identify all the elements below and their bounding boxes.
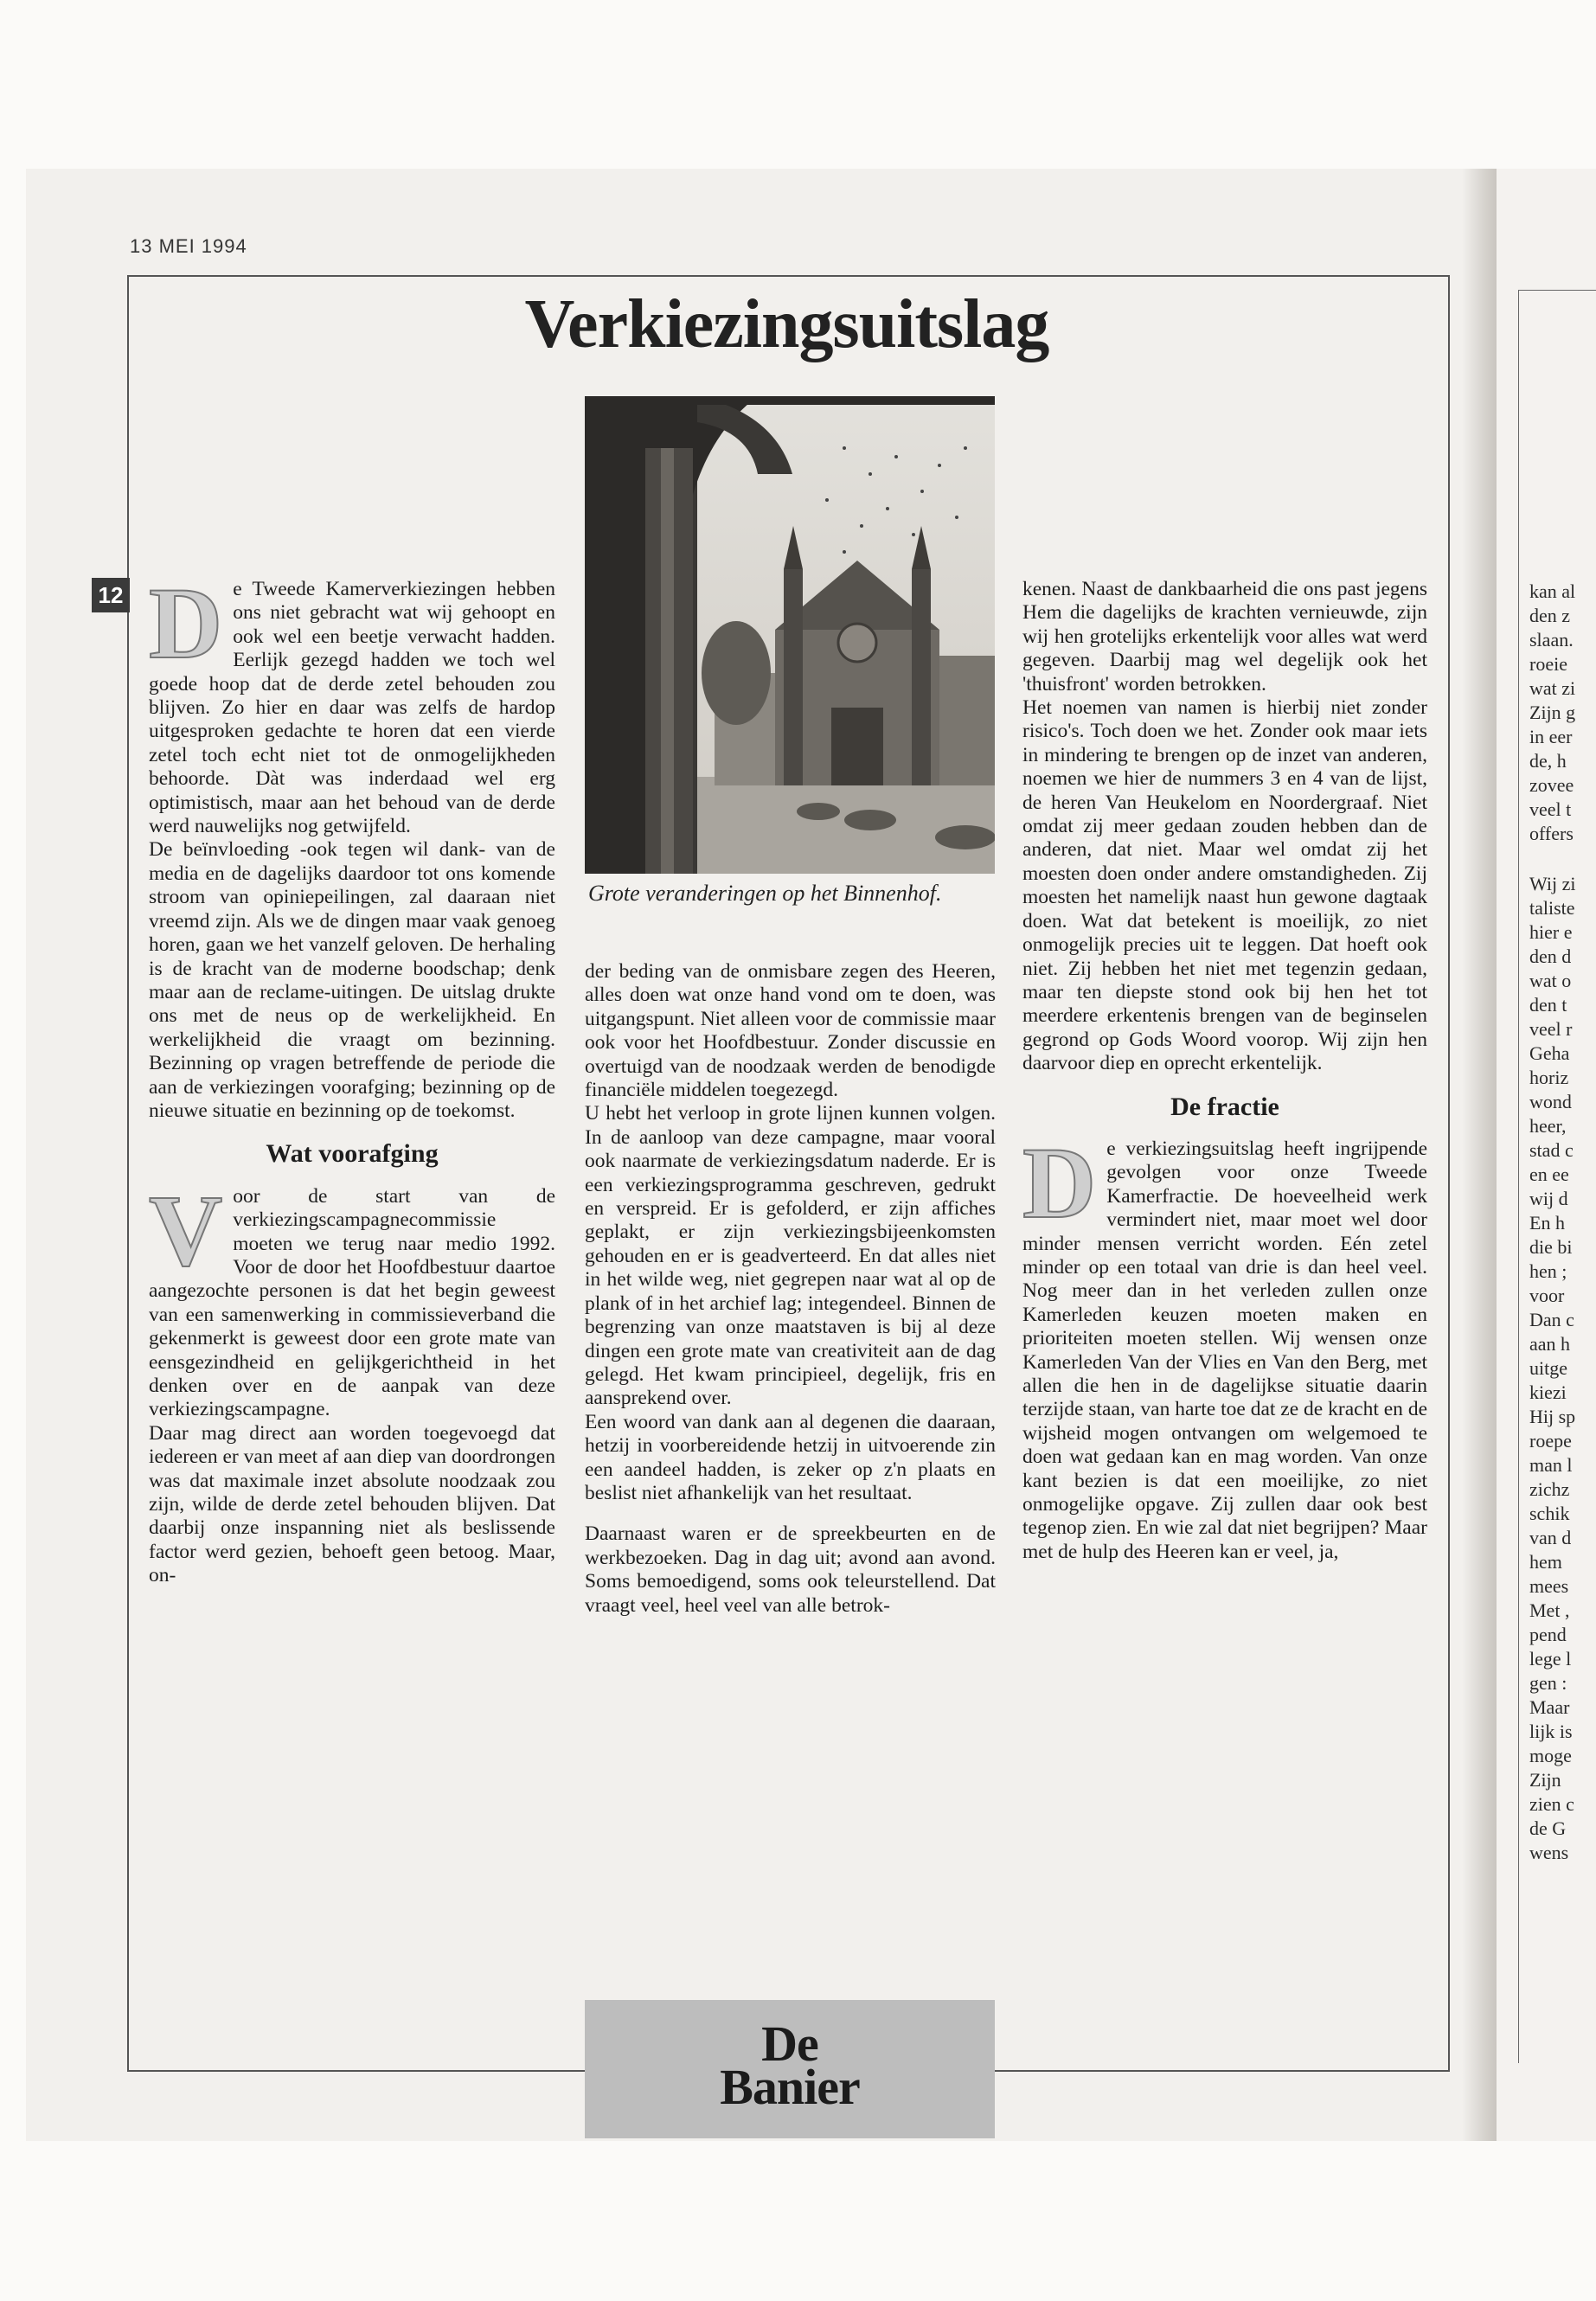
next-page-fragment: den t bbox=[1529, 994, 1567, 1016]
article-column-1 bbox=[149, 567, 555, 1588]
next-page-fragment: heer, bbox=[1529, 1115, 1567, 1137]
issue-date: 13 MEI 1994 bbox=[130, 235, 247, 257]
subheading-de-fractie: De fractie bbox=[1170, 1092, 1279, 1121]
next-page-fragment: zovee bbox=[1529, 774, 1574, 796]
article-headline: Verkiezingsuitslag bbox=[524, 286, 1049, 362]
next-page-fragment: Dan c bbox=[1529, 1309, 1574, 1330]
next-page-fragment: wens bbox=[1529, 1842, 1569, 1863]
logo-line-1: De bbox=[761, 2016, 818, 2072]
next-page-fragment: kiezi bbox=[1529, 1381, 1567, 1403]
intro-paragraph bbox=[149, 567, 555, 838]
next-page-fragment: Met , bbox=[1529, 1599, 1570, 1621]
next-page-fragment: schik bbox=[1529, 1503, 1570, 1524]
next-page-fragment: hen ; bbox=[1529, 1260, 1567, 1282]
article-column-2 bbox=[585, 960, 996, 1618]
next-page-fragment: Hij sp bbox=[1529, 1406, 1576, 1427]
paragraph-text: e verkiezingsuitslag heeft ingrijpende gevolgen voor onze Tweede Kamerfractie. De hoeveelheid werk vermindert niet, maar moet wel door minder mensen verricht worden. Eén zetel minder op een totaal van drie is dan heel veel. Nog meer dan in het verleden zullen onze Kamerleden keuzen moeten maken en prioriteiten moeten stellen. Wij wensen onze Kamerleden Van der Vlies en Van den Berg, met allen die hen in de dagelijkse situatie daarin terzijde staan, van harte toe dat ze de kracht en de wijsheid mogen ontvangen om welgemoed te doen wat gedaan kan en mag worden. Van onze kant bezien is dat een moeilijke, zo niet onmogelijke opgave. Zij zullen daar ook best tegenop zien. En wie zal dat niet begrijpen? Maar met de hulp des Heeren kan er veel, ja, bbox=[1022, 1137, 1427, 1563]
logo-text bbox=[585, 2016, 995, 2115]
next-page-fragment: lege l bbox=[1529, 1648, 1572, 1670]
next-page-fragment: kan al bbox=[1529, 580, 1576, 602]
next-page-fragment: wat o bbox=[1529, 970, 1572, 991]
next-page-fragment: hem bbox=[1529, 1551, 1562, 1573]
next-page-fragment: de, h bbox=[1529, 750, 1567, 772]
next-page-fragment: de G bbox=[1529, 1817, 1567, 1839]
dropcap-d: D bbox=[1022, 1125, 1097, 1240]
next-page-fragment: slaan. bbox=[1529, 629, 1574, 651]
paragraph-text: e Tweede Kamerverkiezingen hebben ons niet gebracht wat wij gehoopt en ook wel een beetje verwacht hadden. Eerlijk gezegd hadden we toch wel goede hoop dat de derde zetel behouden zou blijven. Zo hier en daar was zelfs de hardop uitgesproken gedachte te horen dat een vierde zetel toch echt niet tot de onmogelijkheden behoorde. Dàt was inderdaad wel erg optimistisch, maar aan het behoud van de derde werd nauwelijks nog getwijfeld. bbox=[149, 578, 555, 838]
next-page-fragment: den z bbox=[1529, 605, 1571, 626]
next-page-fragment: wat zi bbox=[1529, 677, 1576, 699]
article-column-3 bbox=[1022, 578, 1427, 1564]
next-page-fragment: voor bbox=[1529, 1285, 1565, 1306]
binnenhof-illustration bbox=[585, 396, 995, 874]
paragraph: U hebt het verloop in grote lijnen kunnen volgen. In de aanloop van deze campagne, maar vooral ook naarmate de verkiezingsdatum naderde. Er is een verkiezingsprogramma geschreven, gedrukt en verspreid. Er is gefolderd, er zijn affiches geplakt, er zijn verkiezingsbijeenkomsten gehouden en er is geadverteerd. En dat alles niet in het wilde weg, niet gegrepen naar wat al op de plank of in het archief lag; integendeel. Binnen de begrenzing van onze maatstaven is bij al deze dingen een grote mate van creativiteit aan de dag gelegd. Het kwam principieel, degelijk, fris en aansprekend over. bbox=[585, 1102, 996, 1410]
paragraph: Het noemen van namen is hierbij niet zonder risico's. Toch doen we het. Zonder ook maar iets in mindering te brengen op de inzet van anderen, noemen we hier de nummers 3 en 4 van de lijst, de heren Van Heukelom en Noordergraaf. Niet omdat zij meer gedaan zouden hebben dan de anderen, dat niet. Maar wel omdat zij het moesten doen onder andere omstandigheden. Zij moesten het namelijk naast hun gewone dagtaak doen. Wat dat betekent is moeilijk, zo niet onmogelijk precies uit te leggen. Dat hoeft ook niet. Zij hebben het niet met tegenzin gedaan, maar ten diepste stond ook bij hen het tot meerdere erkentenis brengen van de beginselen gegrond op Gods Woord voorop. Wij zijn hen daarvoor diep en oprecht erkentelijk. bbox=[1022, 696, 1427, 1075]
next-page-fragment: veel t bbox=[1529, 798, 1572, 820]
next-page-fragment: offers bbox=[1529, 823, 1574, 844]
next-page-border-top bbox=[1518, 290, 1596, 291]
next-page-fragment: roeie bbox=[1529, 653, 1567, 675]
paragraph: kenen. Naast de dankbaarheid die ons past jegens Hem die dagelijks de krachten vernieuwde, zijn wij hen grotelijks erkentelijk voor alles wat werd gegeven. Daarbij mag wel degelijk ook het 'thuisfront' worden betrokken. bbox=[1022, 578, 1427, 695]
next-page-fragment: Wij zi bbox=[1529, 873, 1576, 894]
next-page-fragment: stad c bbox=[1529, 1139, 1574, 1161]
paragraph-text: oor de start van de verkiezingscampagnecommissie moeten we terug naar medio 1992. Voor de door het Hoofdbestuur daartoe aangezochte personen is dat het begin geweest van een samenwerking in commissieverband die gekenmerkt is geweest door een grote mate van eensgezindheid en gelijkgerichtheid in het denken over en de aanpak van deze verkiezingscampagne. bbox=[149, 1184, 555, 1421]
next-page-fragment: aan h bbox=[1529, 1333, 1571, 1355]
paragraph bbox=[1022, 1125, 1427, 1564]
next-page-fragment: en ee bbox=[1529, 1163, 1569, 1185]
next-page-fragment: man l bbox=[1529, 1454, 1573, 1476]
next-page-fragment: taliste bbox=[1529, 897, 1575, 919]
logo-line-2: Banier bbox=[720, 2059, 860, 2115]
next-page-fragment: Zijn bbox=[1529, 1769, 1561, 1791]
paragraph: Daarnaast waren er de spreekbeurten en de werkbezoeken. Dag in dag uit; avond aan avond. Soms bemoedigend, soms ook teleurstellend. Dat vraagt veel, heel veel van alle betrok- bbox=[585, 1522, 996, 1617]
paragraph: De beïnvloeding -ook tegen wil dank- van de media en de dagelijks daardoor tot ons komende stroom van opiniepeilingen, zal daaraan niet vreemd zijn. Als we de dingen maar vaak genoeg horen, gaan we het vanzelf geloven. De herhaling is de kracht van de moderne boodschap; denk maar aan de reclame-uitingen. De uitslag drukte ons met de neus op de werkelijkheid. En werkelijkheid die vraagt om bezinning. Bezinning op vragen betreffende de periode die aan de verkiezingen voorafging; bezinning op de nieuwe situatie en bezinning op de toekomst. bbox=[149, 838, 555, 1122]
next-page-fragment: mees bbox=[1529, 1575, 1569, 1597]
paragraph bbox=[149, 1173, 555, 1422]
next-page-fragment: roepe bbox=[1529, 1430, 1572, 1452]
next-page-fragment: van d bbox=[1529, 1527, 1572, 1548]
photo-caption: Grote veranderingen op het Binnenhof. bbox=[588, 881, 942, 906]
next-page-fragment: wij d bbox=[1529, 1188, 1568, 1209]
next-page-fragment: pend bbox=[1529, 1624, 1567, 1645]
next-page-fragment: zichz bbox=[1529, 1478, 1570, 1500]
binnenhof-photo bbox=[585, 396, 995, 874]
next-page-fragment: gen : bbox=[1529, 1672, 1567, 1694]
next-page-fragment: uitge bbox=[1529, 1357, 1567, 1379]
next-page-fragment: Zijn g bbox=[1529, 702, 1576, 723]
next-page-border bbox=[1518, 290, 1519, 2063]
de-banier-logo bbox=[585, 2000, 995, 2138]
next-page-fragment: den d bbox=[1529, 945, 1572, 967]
dropcap-d: D bbox=[149, 567, 223, 680]
next-page-fragment: hier e bbox=[1529, 921, 1573, 943]
next-page-fragment: moge bbox=[1529, 1745, 1572, 1766]
next-page-fragment: zien c bbox=[1529, 1793, 1574, 1815]
page-number-badge: 12 bbox=[92, 578, 130, 612]
next-page-fragment: wond bbox=[1529, 1091, 1572, 1112]
paragraph: der beding van de onmisbare zegen des Heeren, alles doen wat onze hand vond om te doen, was uitgangspunt. Niet alleen voor de commissie maar ook voor het Hoofdbestuur. Zonder discussie en overtuigd van de noodzaak werden de benodigde financiële middelen toegezegd. bbox=[585, 960, 996, 1102]
next-page-fragment: En h bbox=[1529, 1212, 1565, 1234]
next-page-fragment: lijk is bbox=[1529, 1721, 1573, 1742]
paragraph: Een woord van dank aan al degenen die daaraan, hetzij in voorbereidende hetzij in uitvoerende zin een aandeel hadden, is zeker op z'n plaats en beslist niet afhankelijk van het resultaat. bbox=[585, 1410, 996, 1504]
subheading-wat-voorafging: Wat voorafging bbox=[266, 1139, 439, 1169]
next-page-fragment: in eer bbox=[1529, 726, 1573, 747]
next-page-fragment: veel r bbox=[1529, 1018, 1573, 1040]
page-gutter bbox=[1462, 169, 1497, 2141]
next-page-fragment: die bi bbox=[1529, 1236, 1573, 1258]
next-page-fragment: horiz bbox=[1529, 1067, 1569, 1088]
dropcap-v: V bbox=[149, 1173, 223, 1287]
next-page-fragment: Maar bbox=[1529, 1696, 1570, 1718]
paragraph: Daar mag direct aan worden toegevoegd dat iedereen er van meet af aan diep van doordrongen was dat maximale inzet absolute noodzaak zou zijn, wilde de derde zetel behouden blijven. Dat daarbij onze inspanning niet als beslissende factor werd gezien, behoeft geen betoog. Maar, on- bbox=[149, 1421, 555, 1587]
next-page-fragment: Geha bbox=[1529, 1042, 1570, 1064]
